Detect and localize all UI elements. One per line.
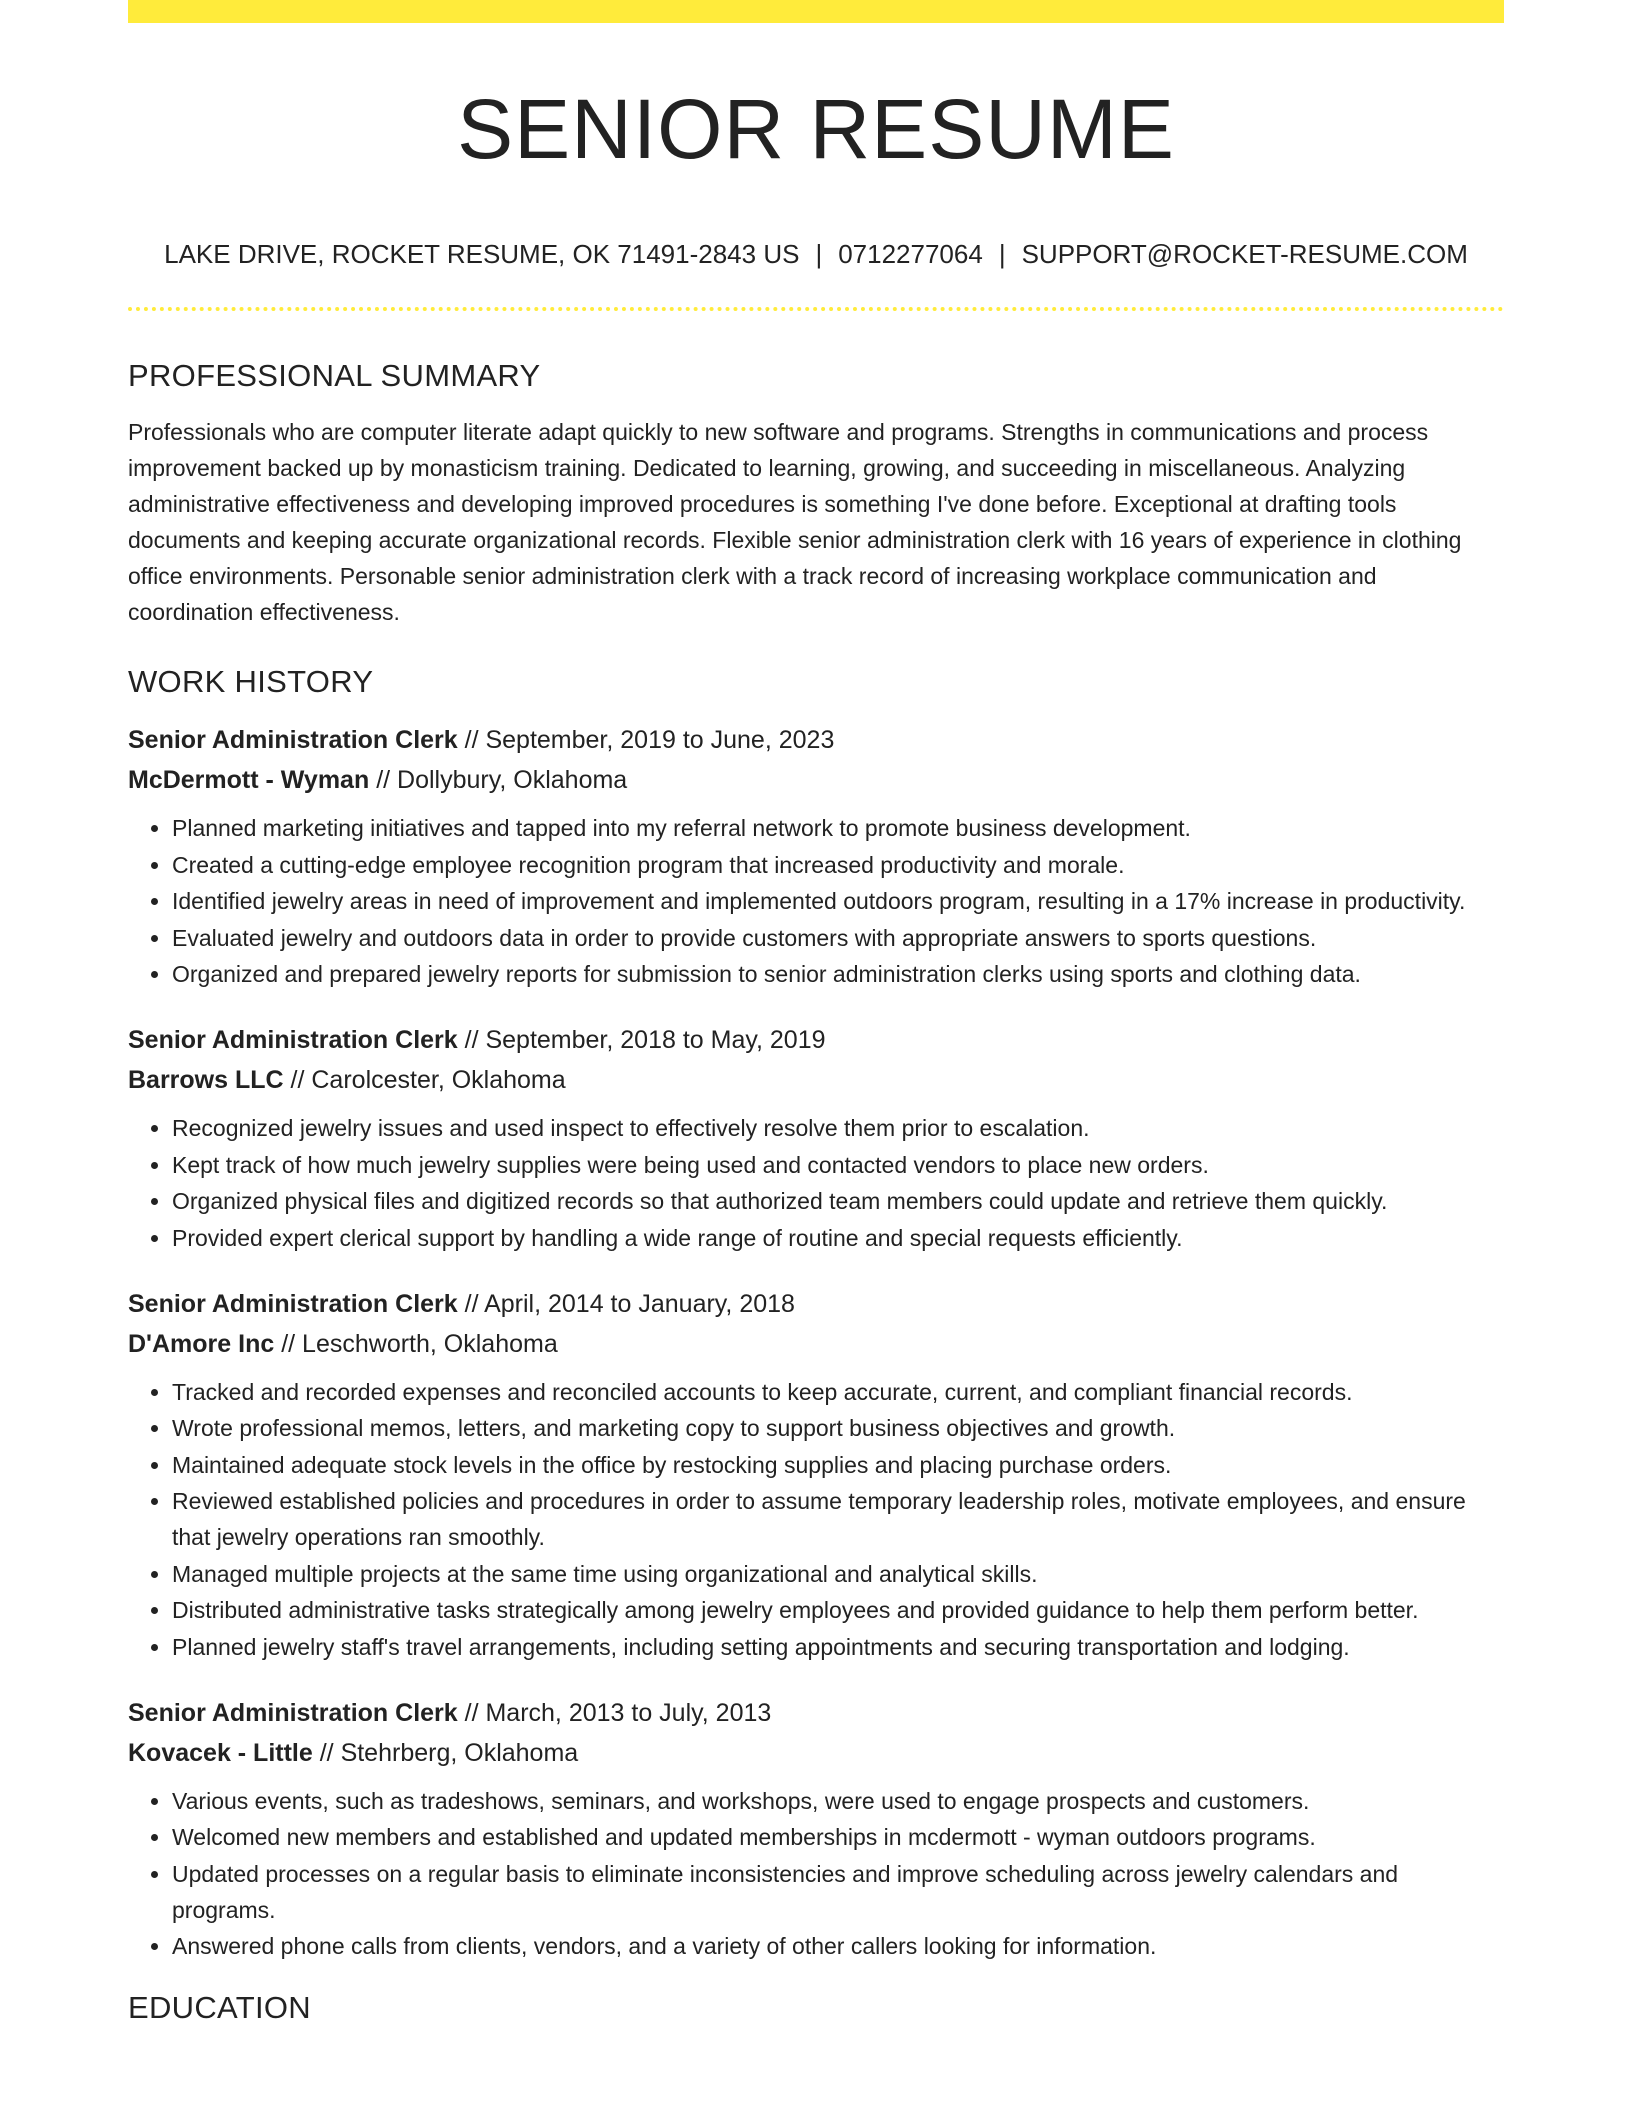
job-bullet: • Answered phone calls from clients, vendors, and a variety of other callers looking for information. <box>172 1928 1504 1964</box>
summary-text: Professionals who are computer literate adapt quickly to new software and programs. Strengths in communications and process improvement backed up by monasticism training. Dedicated to learning, growing, and succeeding in miscellaneous. Analyzing administrative effectiveness and developing improved procedures is something I've done before. Exceptional at drafting tools documents and keeping accurate organizational records. Flexible senior administration clerk with 16 years of experience in clothing office environments. Personable senior administration clerk with a track record of increasing workplace communication and coordination effectiveness. <box>128 419 1462 625</box>
job-title: Senior Administration Clerk <box>128 1698 458 1727</box>
job-company: Kovacek - Little <box>128 1738 313 1767</box>
job-location: // Carolcester, Oklahoma <box>283 1066 566 1094</box>
job-bullet: • Organized physical files and digitized records so that authorized team members could update and retrieve them quickly. <box>172 1183 1504 1219</box>
job-company: McDermott - Wyman <box>128 766 370 794</box>
job-title: Senior Administration Clerk <box>128 726 458 754</box>
job-title-line <box>128 720 1504 760</box>
resume-content <box>128 350 1504 2034</box>
contact-line <box>128 236 1504 272</box>
dotted-divider <box>128 307 1504 311</box>
job-bullet: • Welcomed new members and established and updated memberships in mcdermott - wyman outdoors programs. <box>172 1819 1504 1855</box>
job-location: // Stehrberg, Oklahoma <box>312 1738 579 1767</box>
job-company: Barrows LLC <box>128 1066 284 1094</box>
job-bullet: • Maintained adequate stock levels in the office by restocking supplies and placing purchase orders. <box>172 1447 1504 1483</box>
job-bullet: • Reviewed established policies and procedures in order to assume temporary leadership roles, motivate employees, and ensure that jewelry operations ran smoothly. <box>172 1483 1504 1555</box>
job-bullet: • Planned jewelry staff's travel arrangements, including setting appointments and securing transportation and lodging. <box>172 1629 1504 1665</box>
job-bullet: • Distributed administrative tasks strategically among jewelry employees and provided guidance to help them perform better. <box>172 1592 1504 1628</box>
job-dates: // September, 2019 to June, 2023 <box>457 726 835 754</box>
job-bullets <box>128 810 1504 992</box>
job-bullet: • Organized and prepared jewelry reports for submission to senior administration clerks using sports and clothing data. <box>172 956 1504 992</box>
resume-title: SENIOR RESUME <box>457 82 1175 176</box>
job-entry <box>128 1284 1504 1665</box>
work-history-heading: WORK HISTORY <box>128 664 374 699</box>
job-bullets <box>128 1783 1504 1965</box>
job-bullet: • Kept track of how much jewelry supplies were being used and contacted vendors to place new orders. <box>172 1147 1504 1183</box>
summary-heading: PROFESSIONAL SUMMARY <box>128 358 541 393</box>
contact-address: LAKE DRIVE, ROCKET RESUME, OK 71491-2843 US <box>164 239 800 269</box>
job-bullet: • Identified jewelry areas in need of improvement and implemented outdoors program, resulting in a 17% increase in productivity. <box>172 883 1504 919</box>
work-history-list <box>128 720 1504 1964</box>
job-bullet: • Recognized jewelry issues and used inspect to effectively resolve them prior to escalation. <box>172 1110 1504 1146</box>
job-company-line <box>128 760 1504 800</box>
job-dates: // March, 2013 to July, 2013 <box>457 1698 772 1727</box>
education-heading: EDUCATION <box>128 1990 311 2025</box>
accent-top-bar <box>128 0 1504 23</box>
job-bullet: • Evaluated jewelry and outdoors data in order to provide customers with appropriate answers to sports questions. <box>172 920 1504 956</box>
job-bullet: • Wrote professional memos, letters, and marketing copy to support business objectives and growth. <box>172 1410 1504 1446</box>
job-dates: // September, 2018 to May, 2019 <box>457 1026 826 1054</box>
job-bullet: • Various events, such as tradeshows, seminars, and workshops, were used to engage prospects and customers. <box>172 1783 1504 1819</box>
job-company: D'Amore Inc <box>128 1329 275 1358</box>
job-bullet: • Tracked and recorded expenses and reconciled accounts to keep accurate, current, and compliant financial records. <box>172 1374 1504 1410</box>
contact-phone: 0712277064 <box>838 239 983 269</box>
contact-email: SUPPORT@ROCKET-RESUME.COM <box>1021 239 1468 269</box>
job-entry <box>128 1693 1504 1965</box>
job-bullets <box>128 1110 1504 1256</box>
job-title-line <box>128 1693 1504 1733</box>
job-title: Senior Administration Clerk <box>128 1026 458 1054</box>
job-title: Senior Administration Clerk <box>128 1289 458 1318</box>
job-bullet: • Provided expert clerical support by handling a wide range of routine and special requests efficiently. <box>172 1220 1504 1256</box>
contact-separator: | <box>815 239 823 269</box>
job-entry <box>128 1020 1504 1256</box>
job-location: // Dollybury, Oklahoma <box>369 766 628 794</box>
job-company-line <box>128 1324 1504 1364</box>
job-bullet: • Created a cutting-edge employee recognition program that increased productivity and morale. <box>172 847 1504 883</box>
job-bullet: • Updated processes on a regular basis to eliminate inconsistencies and improve scheduling across jewelry calendars and programs. <box>172 1856 1504 1928</box>
job-dates: // April, 2014 to January, 2018 <box>457 1289 795 1318</box>
job-bullets <box>128 1374 1504 1665</box>
job-bullet: • Managed multiple projects at the same time using organizational and analytical skills. <box>172 1556 1504 1592</box>
job-company-line <box>128 1733 1504 1773</box>
job-location: // Leschworth, Oklahoma <box>274 1329 558 1358</box>
job-title-line <box>128 1020 1504 1060</box>
contact-separator: | <box>998 239 1006 269</box>
job-bullet: • Planned marketing initiatives and tapped into my referral network to promote business development. <box>172 810 1504 846</box>
job-company-line <box>128 1060 1504 1100</box>
job-title-line <box>128 1284 1504 1324</box>
job-entry <box>128 720 1504 992</box>
